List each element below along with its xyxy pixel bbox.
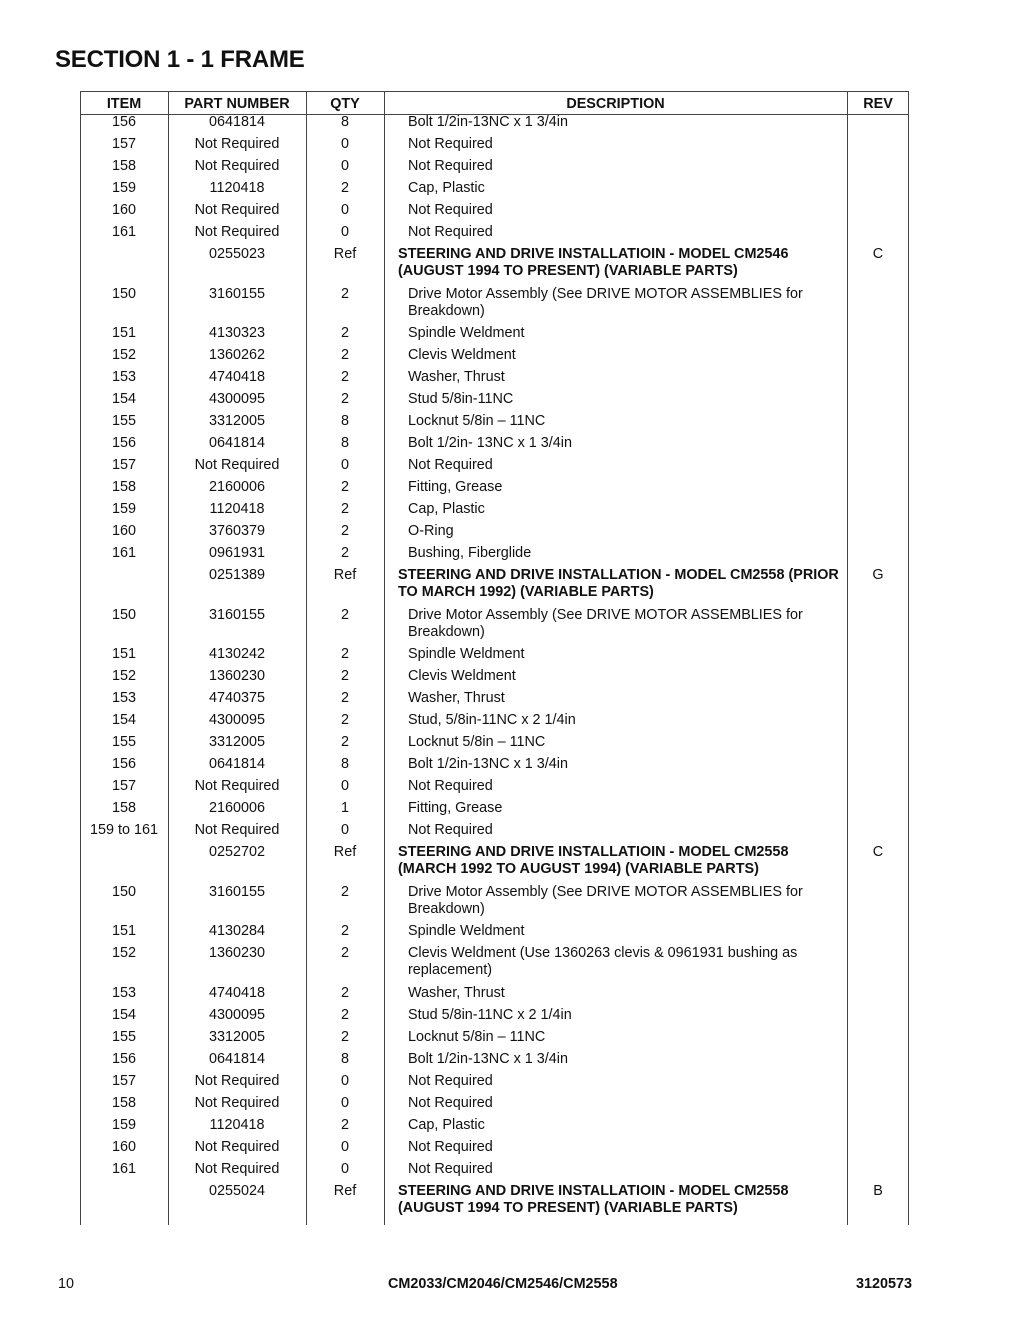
cell-description: Not Required xyxy=(408,457,493,473)
cell-rev xyxy=(847,413,909,435)
cell-item: 152 xyxy=(111,945,136,961)
cell-qty: 2 xyxy=(340,285,349,302)
table-row xyxy=(80,158,909,180)
cell-qty: 2 xyxy=(340,180,349,196)
cell-rev xyxy=(847,545,909,567)
cell-part-number: 0641814 xyxy=(208,1050,266,1067)
cell-rev xyxy=(847,224,909,246)
cell-rev xyxy=(847,347,909,369)
table-row xyxy=(80,1051,909,1073)
cell-rev xyxy=(847,286,909,326)
table-row xyxy=(80,545,909,567)
cell-rev xyxy=(847,114,909,136)
cell-qty: 2 xyxy=(340,945,349,961)
cell-rev xyxy=(847,158,909,180)
cell-item: 154 xyxy=(111,712,136,728)
table-row xyxy=(80,523,909,545)
cell-qty: 0 xyxy=(340,136,349,152)
cell-item: 161 xyxy=(111,224,136,240)
cell-rev xyxy=(847,1117,909,1139)
table-group-heading-row xyxy=(80,844,909,884)
cell-description: STEERING AND DRIVE INSTALLATIOIN - MODEL CM2558 (AUGUST 1994 TO PRESENT) (VARIABLE PARTS) xyxy=(398,1182,789,1216)
table-row xyxy=(80,1007,909,1029)
cell-rev xyxy=(847,690,909,712)
cell-description: Clevis Weldment xyxy=(408,668,516,684)
cell-description: Drive Motor Assembly (See DRIVE MOTOR ASSEMBLIES for Breakdown) xyxy=(408,285,803,319)
cell-part-number: 4740375 xyxy=(208,690,266,706)
cell-description: Spindle Weldment xyxy=(408,646,525,662)
cell-item: 160 xyxy=(111,1138,136,1155)
cell-rev xyxy=(847,136,909,158)
cell-rev xyxy=(847,1051,909,1073)
cell-description: Spindle Weldment xyxy=(408,923,525,939)
cell-qty: 2 xyxy=(340,690,349,706)
cell-qty: 0 xyxy=(340,224,349,240)
cell-item: 151 xyxy=(111,923,136,939)
cell-item: 151 xyxy=(111,325,136,341)
cell-part-number: 4130242 xyxy=(208,646,266,662)
cell-qty: 0 xyxy=(340,822,349,838)
table-top-border xyxy=(80,91,909,92)
cell-part-number: 1120418 xyxy=(209,1116,265,1133)
table-row xyxy=(80,1095,909,1117)
parts-table xyxy=(80,93,909,1222)
cell-description: Not Required xyxy=(408,136,493,152)
cell-qty: 2 xyxy=(340,606,349,623)
cell-rev xyxy=(847,1073,909,1095)
cell-part-number: 1360230 xyxy=(208,668,266,684)
cell-item: 156 xyxy=(111,1050,136,1067)
cell-rev xyxy=(847,435,909,457)
cell-qty: 2 xyxy=(340,923,349,939)
cell-rev xyxy=(847,756,909,778)
cell-part-number: 4740418 xyxy=(208,369,266,385)
cell-part-number: Not Required xyxy=(194,778,280,794)
cell-rev: C xyxy=(872,844,884,860)
cell-description: Stud 5/8in-11NC x 2 1/4in xyxy=(408,1006,572,1023)
cell-qty: Ref xyxy=(333,246,357,262)
cell-item: 156 xyxy=(111,756,136,772)
cell-part-number: Not Required xyxy=(194,457,280,473)
cell-rev xyxy=(847,945,909,985)
cell-item: 152 xyxy=(111,347,136,363)
cell-item: 152 xyxy=(111,668,136,684)
cell-part-number: Not Required xyxy=(194,822,280,838)
cell-description: Bolt 1/2in- 13NC x 1 3/4in xyxy=(408,435,572,451)
cell-item: 156 xyxy=(111,435,136,451)
cell-description: Washer, Thrust xyxy=(408,369,505,385)
cell-qty: 0 xyxy=(340,158,349,174)
table-row xyxy=(80,822,909,844)
cell-part-number: Not Required xyxy=(194,202,280,218)
cell-part-number: 0252702 xyxy=(208,844,266,860)
cell-item: 150 xyxy=(111,883,136,900)
table-row xyxy=(80,800,909,822)
cell-item: 151 xyxy=(111,646,136,662)
cell-description: Washer, Thrust xyxy=(408,984,505,1001)
table-row xyxy=(80,607,909,647)
cell-description: Not Required xyxy=(408,1160,493,1177)
table-row xyxy=(80,391,909,413)
cell-rev xyxy=(847,180,909,202)
table-row xyxy=(80,1117,909,1139)
cell-description: Clevis Weldment xyxy=(408,347,516,363)
cell-rev xyxy=(847,1007,909,1029)
cell-description: Stud, 5/8in-11NC x 2 1/4in xyxy=(408,712,576,728)
cell-part-number: 1360230 xyxy=(208,945,266,961)
cell-qty: 2 xyxy=(340,325,349,341)
cell-item: 154 xyxy=(111,1006,136,1023)
cell-part-number: 3160155 xyxy=(208,606,266,623)
table-row xyxy=(80,325,909,347)
cell-qty: 2 xyxy=(340,1116,349,1133)
cell-qty: 0 xyxy=(340,1138,349,1155)
cell-item: 153 xyxy=(111,690,136,706)
cell-item: 158 xyxy=(111,158,136,174)
cell-description: STEERING AND DRIVE INSTALLATIOIN - MODEL CM2546 (AUGUST 1994 TO PRESENT) (VARIABLE PARTS) xyxy=(398,246,789,280)
table-row xyxy=(80,286,909,326)
cell-part-number: 0641814 xyxy=(208,435,266,451)
cell-part-number: 0251389 xyxy=(208,567,266,583)
table-row xyxy=(80,712,909,734)
table-row xyxy=(80,945,909,985)
table-row xyxy=(80,136,909,158)
cell-description: Drive Motor Assembly (See DRIVE MOTOR ASSEMBLIES for Breakdown) xyxy=(408,606,803,640)
cell-qty: Ref xyxy=(333,1182,357,1199)
cell-description: Spindle Weldment xyxy=(408,325,525,341)
cell-item: 155 xyxy=(111,1028,136,1045)
cell-item xyxy=(80,246,168,286)
cell-item: 153 xyxy=(111,369,136,385)
cell-part-number: 4740418 xyxy=(208,984,266,1001)
cell-description: Not Required xyxy=(408,822,493,838)
cell-description: Clevis Weldment (Use 1360263 clevis & 0961931 bushing as replacement) xyxy=(408,945,798,979)
cell-item: 150 xyxy=(111,606,136,623)
cell-item xyxy=(80,844,168,884)
cell-qty: 2 xyxy=(340,646,349,662)
cell-part-number: 1120418 xyxy=(209,501,265,517)
cell-item: 156 xyxy=(111,114,136,130)
cell-description: STEERING AND DRIVE INSTALLATIOIN - MODEL CM2558 (MARCH 1992 TO AUGUST 1994) (VARIABLE PARTS) xyxy=(398,844,789,878)
cell-qty: 2 xyxy=(340,1006,349,1023)
cell-description: Washer, Thrust xyxy=(408,690,505,706)
cell-rev xyxy=(847,607,909,647)
cell-item: 153 xyxy=(111,984,136,1001)
cell-part-number: 3760379 xyxy=(208,523,266,539)
table-group-heading-row xyxy=(80,1183,909,1223)
cell-rev xyxy=(847,202,909,224)
cell-description: Not Required xyxy=(408,1094,493,1111)
cell-description: Bolt 1/2in-13NC x 1 3/4in xyxy=(408,114,568,130)
cell-qty: Ref xyxy=(333,567,357,583)
header-description: DESCRIPTION xyxy=(566,95,665,112)
cell-qty: 0 xyxy=(340,778,349,794)
table-body xyxy=(80,114,909,1222)
cell-part-number: 4300095 xyxy=(208,1006,266,1023)
cell-description: Not Required xyxy=(408,224,493,240)
table-row xyxy=(80,884,909,924)
cell-rev xyxy=(847,822,909,844)
cell-item: 155 xyxy=(111,734,136,750)
table-row xyxy=(80,202,909,224)
cell-part-number: 0961931 xyxy=(208,545,266,561)
cell-rev xyxy=(847,1161,909,1183)
cell-part-number: 0641814 xyxy=(208,756,266,772)
cell-description: Fitting, Grease xyxy=(408,479,503,495)
table-row xyxy=(80,734,909,756)
cell-qty: 8 xyxy=(340,114,349,130)
cell-qty: 2 xyxy=(340,668,349,684)
table-row xyxy=(80,457,909,479)
cell-rev xyxy=(847,923,909,945)
cell-item: 159 xyxy=(111,180,136,196)
cell-part-number: 3312005 xyxy=(208,734,266,750)
cell-item: 161 xyxy=(111,1160,136,1177)
cell-rev xyxy=(847,479,909,501)
table-row xyxy=(80,1161,909,1183)
cell-description: Not Required xyxy=(408,158,493,174)
cell-part-number: 4130323 xyxy=(208,325,266,341)
cell-qty: 8 xyxy=(340,435,349,451)
cell-qty: 2 xyxy=(340,712,349,728)
header-qty: QTY xyxy=(330,95,360,112)
table-row xyxy=(80,369,909,391)
cell-description: Cap, Plastic xyxy=(408,180,485,196)
cell-rev xyxy=(847,712,909,734)
table-row xyxy=(80,778,909,800)
cell-rev xyxy=(847,884,909,924)
cell-item: 157 xyxy=(111,778,136,794)
table-row xyxy=(80,435,909,457)
cell-qty: 0 xyxy=(340,457,349,473)
table-row xyxy=(80,690,909,712)
cell-description: Bushing, Fiberglide xyxy=(408,545,532,561)
table-row xyxy=(80,347,909,369)
cell-rev: C xyxy=(872,246,884,262)
cell-rev xyxy=(847,734,909,756)
cell-rev xyxy=(847,369,909,391)
cell-description: Bolt 1/2in-13NC x 1 3/4in xyxy=(408,1050,568,1067)
cell-qty: 2 xyxy=(340,369,349,385)
cell-item: 160 xyxy=(111,202,136,218)
table-row xyxy=(80,1073,909,1095)
cell-rev xyxy=(847,391,909,413)
cell-description: Locknut 5/8in – 11NC xyxy=(408,413,546,429)
table-row xyxy=(80,1029,909,1051)
cell-rev: G xyxy=(872,567,884,583)
cell-qty: 2 xyxy=(340,501,349,517)
cell-part-number: 4130284 xyxy=(208,923,266,939)
cell-description: Fitting, Grease xyxy=(408,800,503,816)
table-row xyxy=(80,413,909,435)
cell-rev xyxy=(847,523,909,545)
cell-item: 159 to 161 xyxy=(89,822,159,838)
cell-description: Not Required xyxy=(408,778,493,794)
cell-description: Locknut 5/8in – 11NC xyxy=(408,734,546,750)
cell-item: 158 xyxy=(111,479,136,495)
cell-part-number: 0255024 xyxy=(208,1182,266,1199)
cell-qty: 8 xyxy=(340,413,349,429)
cell-part-number: Not Required xyxy=(194,224,280,240)
footer-doc-number: 3120573 xyxy=(856,1276,913,1292)
cell-qty: 0 xyxy=(340,202,349,218)
cell-part-number: 3312005 xyxy=(208,413,266,429)
table-row xyxy=(80,114,909,136)
cell-description: Cap, Plastic xyxy=(408,501,485,517)
cell-qty: 8 xyxy=(340,1050,349,1067)
cell-rev xyxy=(847,325,909,347)
cell-description: Cap, Plastic xyxy=(408,1116,485,1133)
table-row xyxy=(80,1139,909,1161)
table-group-heading-row xyxy=(80,567,909,607)
cell-rev: B xyxy=(873,1182,883,1199)
cell-part-number: 1120418 xyxy=(209,180,265,196)
cell-qty: 8 xyxy=(340,756,349,772)
page-number: 10 xyxy=(58,1276,75,1292)
table-row xyxy=(80,646,909,668)
cell-description: Not Required xyxy=(408,1138,493,1155)
cell-item: 155 xyxy=(111,413,136,429)
table-row xyxy=(80,923,909,945)
cell-part-number: Not Required xyxy=(194,1072,280,1089)
cell-part-number: Not Required xyxy=(194,1160,280,1177)
cell-qty: 2 xyxy=(340,1028,349,1045)
cell-qty: 2 xyxy=(340,347,349,363)
cell-part-number: 3160155 xyxy=(208,285,266,302)
cell-rev xyxy=(847,1139,909,1161)
cell-rev xyxy=(847,668,909,690)
cell-qty: 2 xyxy=(340,734,349,750)
cell-qty: 2 xyxy=(340,545,349,561)
cell-part-number: 4300095 xyxy=(208,391,266,407)
cell-description: Stud 5/8in-11NC xyxy=(408,391,514,407)
table-row xyxy=(80,180,909,202)
cell-rev xyxy=(847,778,909,800)
cell-part-number: 0255023 xyxy=(208,246,266,262)
cell-item: 154 xyxy=(111,391,136,407)
footer-models: CM2033/CM2046/CM2546/CM2558 xyxy=(388,1276,618,1292)
cell-item: 158 xyxy=(111,1094,136,1111)
cell-part-number: 3312005 xyxy=(208,1028,266,1045)
cell-rev xyxy=(847,1029,909,1051)
cell-qty: 2 xyxy=(340,479,349,495)
cell-rev xyxy=(847,646,909,668)
cell-part-number: Not Required xyxy=(194,136,280,152)
cell-rev xyxy=(847,985,909,1007)
cell-item: 161 xyxy=(111,545,136,561)
header-item: ITEM xyxy=(106,95,142,112)
table-row xyxy=(80,479,909,501)
cell-part-number: 1360262 xyxy=(208,347,266,363)
cell-part-number: 3160155 xyxy=(208,883,266,900)
cell-item xyxy=(80,567,168,607)
cell-part-number: 2160006 xyxy=(208,479,266,495)
cell-description: Drive Motor Assembly (See DRIVE MOTOR ASSEMBLIES for Breakdown) xyxy=(408,883,803,917)
cell-item: 159 xyxy=(111,501,136,517)
cell-description: Locknut 5/8in – 11NC xyxy=(408,1028,546,1045)
cell-description: STEERING AND DRIVE INSTALLATION - MODEL CM2558 (PRIOR TO MARCH 1992) (VARIABLE PARTS) xyxy=(398,567,839,601)
cell-item: 158 xyxy=(111,800,136,816)
cell-qty: 0 xyxy=(340,1094,349,1111)
cell-item: 157 xyxy=(111,457,136,473)
table-row xyxy=(80,756,909,778)
header-part-number: PART NUMBER xyxy=(184,95,290,112)
table-row xyxy=(80,668,909,690)
cell-item xyxy=(80,1183,168,1223)
cell-rev xyxy=(847,457,909,479)
cell-part-number: Not Required xyxy=(194,1138,280,1155)
cell-rev xyxy=(847,1095,909,1117)
cell-part-number: Not Required xyxy=(194,158,280,174)
cell-qty: 0 xyxy=(340,1160,349,1177)
cell-part-number: 4300095 xyxy=(208,712,266,728)
cell-qty: 0 xyxy=(340,1072,349,1089)
cell-description: Bolt 1/2in-13NC x 1 3/4in xyxy=(408,756,568,772)
cell-rev xyxy=(847,800,909,822)
cell-description: Not Required xyxy=(408,1072,493,1089)
cell-qty: 2 xyxy=(340,391,349,407)
page-title: SECTION 1 - 1 FRAME xyxy=(55,46,305,73)
cell-description: O-Ring xyxy=(408,523,454,539)
cell-qty: Ref xyxy=(333,844,357,860)
parts-table-frame xyxy=(80,91,909,1225)
cell-part-number: 0641814 xyxy=(208,114,266,130)
cell-item: 157 xyxy=(111,136,136,152)
table-row xyxy=(80,224,909,246)
table-group-heading-row xyxy=(80,246,909,286)
table-row xyxy=(80,985,909,1007)
cell-qty: 2 xyxy=(340,523,349,539)
cell-rev xyxy=(847,501,909,523)
cell-item: 150 xyxy=(111,285,136,302)
cell-item: 157 xyxy=(111,1072,136,1089)
table-row xyxy=(80,501,909,523)
cell-item: 160 xyxy=(111,523,136,539)
cell-part-number: 2160006 xyxy=(208,800,266,816)
table-header-row xyxy=(80,93,909,114)
cell-item: 159 xyxy=(111,1116,136,1133)
cell-qty: 2 xyxy=(340,883,349,900)
cell-qty: 1 xyxy=(340,800,349,816)
header-rev: REV xyxy=(863,95,893,112)
cell-description: Not Required xyxy=(408,202,493,218)
cell-qty: 2 xyxy=(340,984,349,1001)
cell-part-number: Not Required xyxy=(194,1094,280,1111)
